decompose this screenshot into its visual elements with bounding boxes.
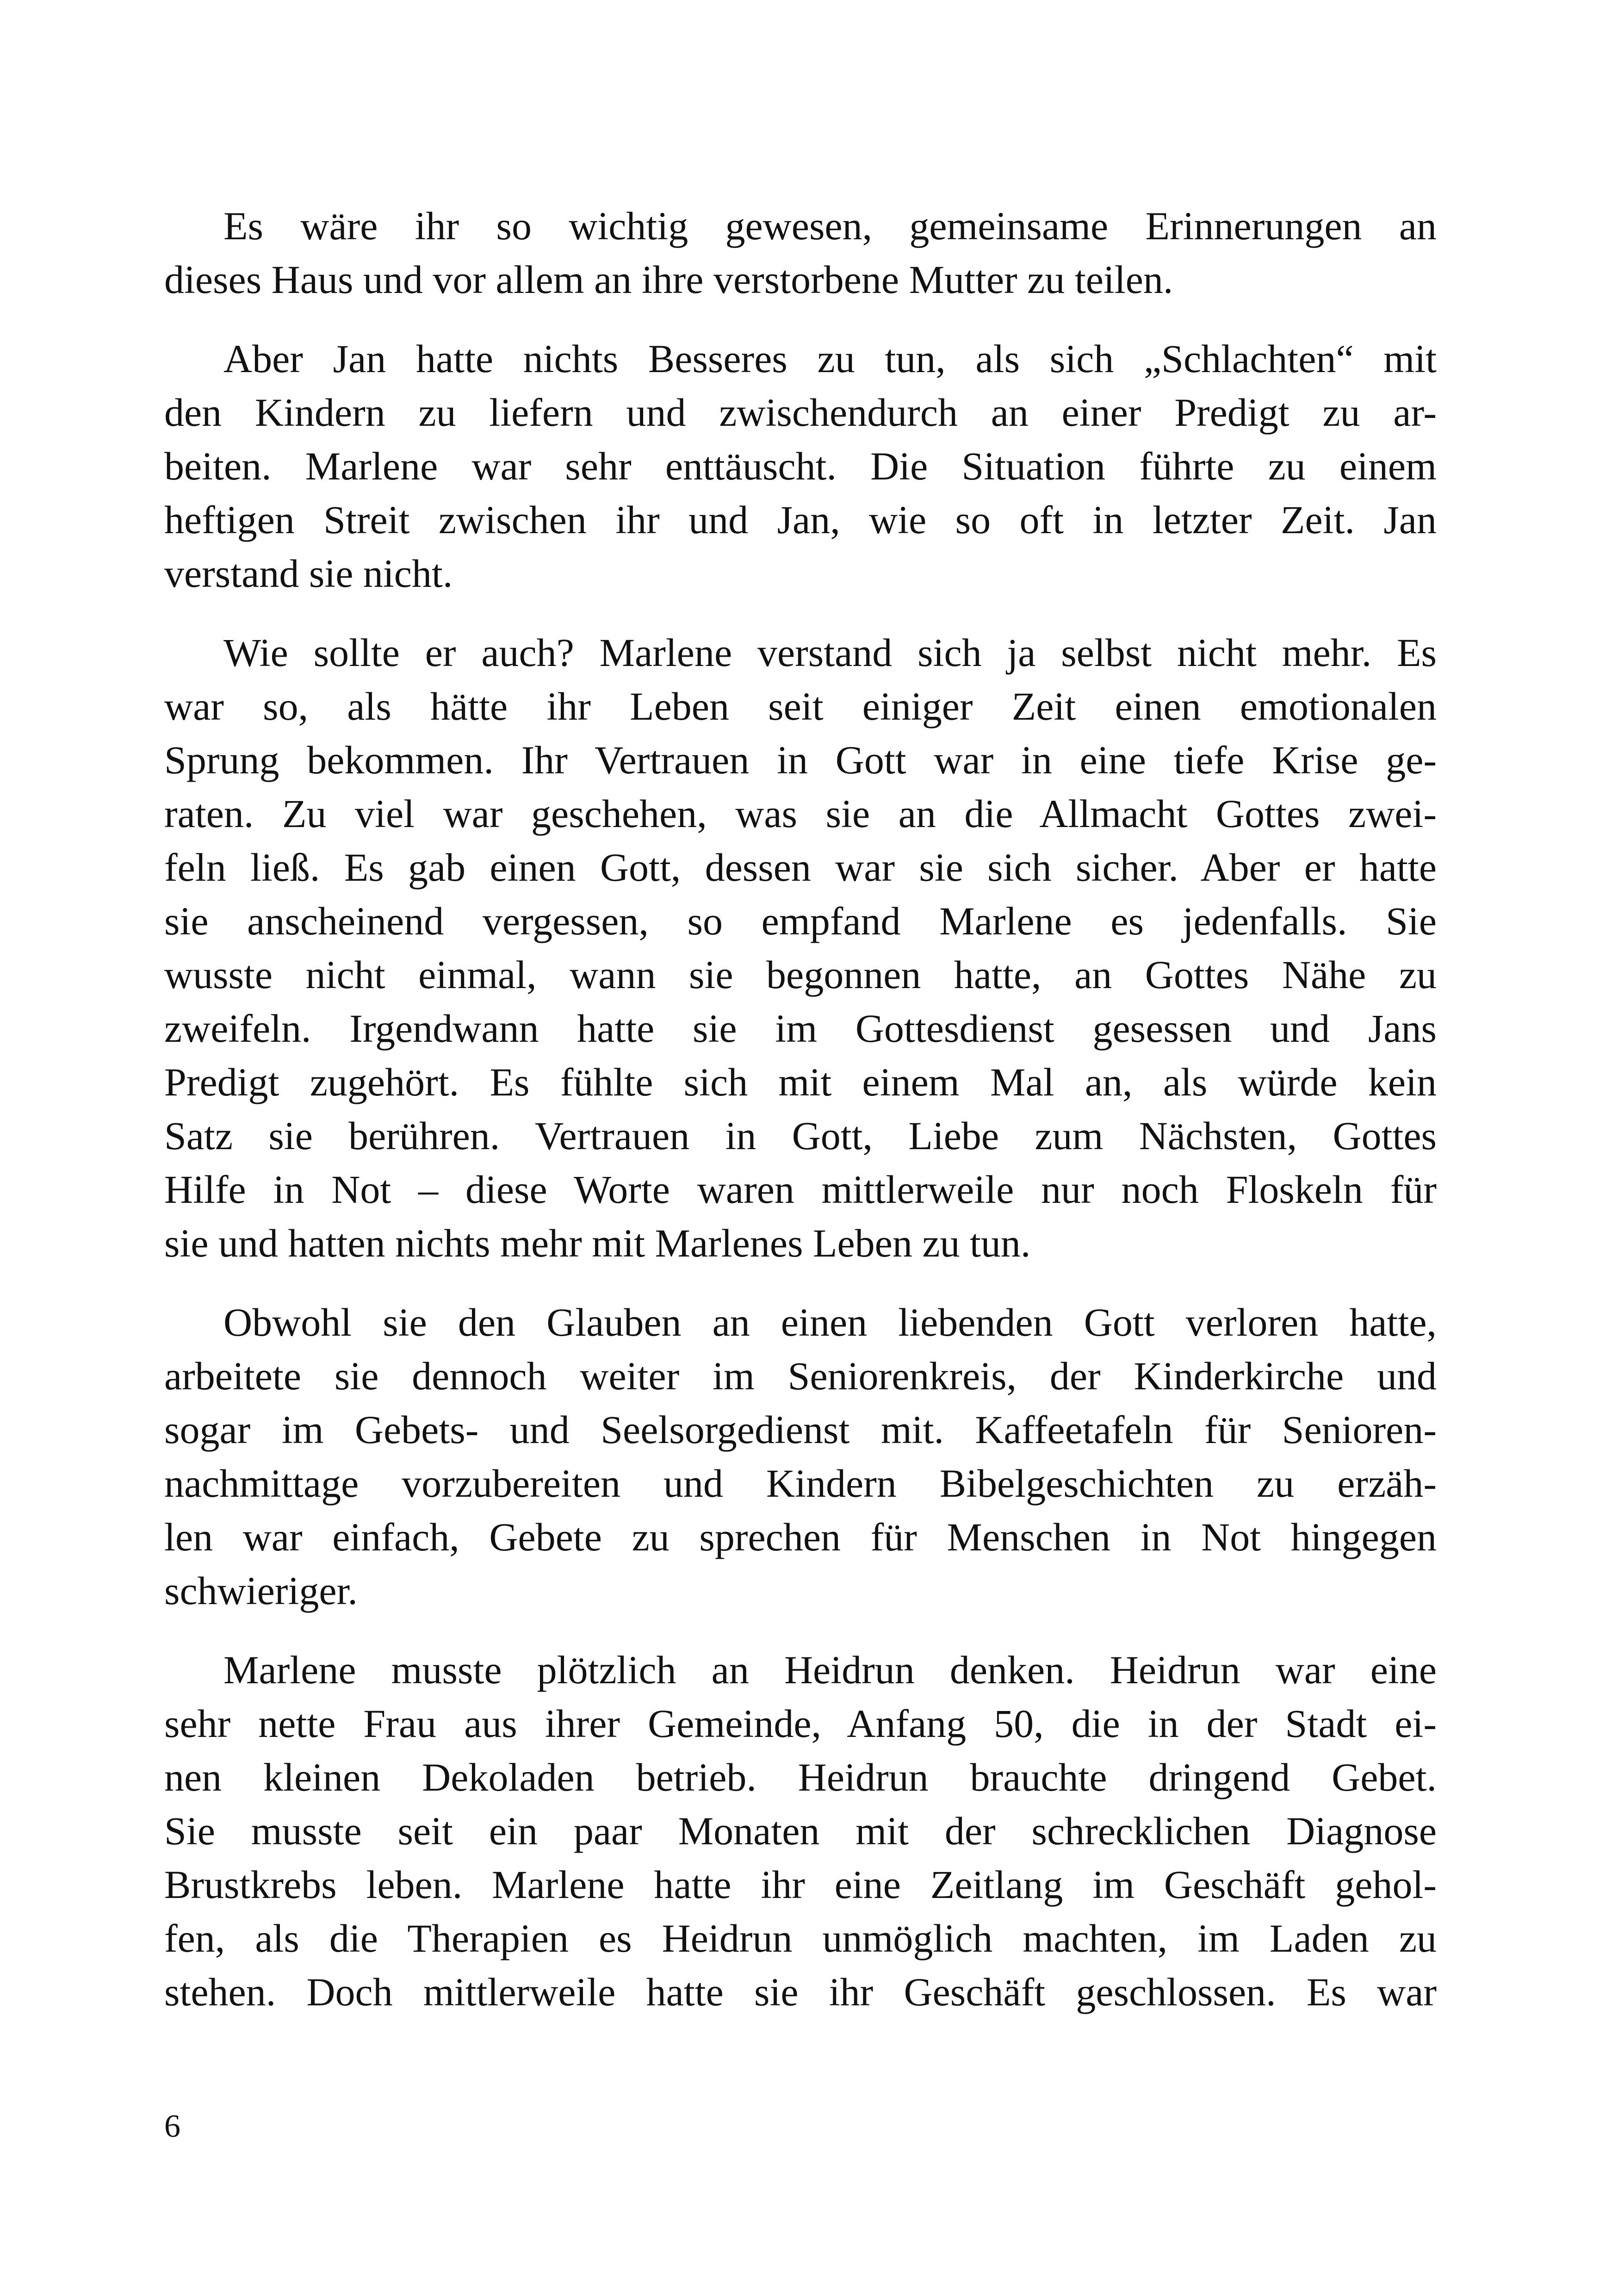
text-line: Brustkrebs leben. Marlene hatte ihr eine Zeitlang im Geschäft gehol- <box>164 1862 1437 1907</box>
page-number: 6 <box>164 2109 180 2144</box>
text-line: feln ließ. Es gab einen Gott, dessen war sie sich sicher. Aber er hatte <box>164 845 1437 890</box>
text-line: Wie sollte er auch? Marlene verstand sich ja selbst nicht mehr. Es <box>223 630 1437 675</box>
paragraph <box>164 332 1437 600</box>
text-line: zweifeln. Irgendwann hatte sie im Gottesdienst gesessen und Jans <box>164 1006 1437 1051</box>
text-line: sehr nette Frau aus ihrer Gemeinde, Anfang 50, die in der Stadt ei- <box>164 1701 1437 1746</box>
text-line: raten. Zu viel war geschehen, was sie an die Allmacht Gottes zwei- <box>164 791 1437 836</box>
text-line: schwieriger. <box>164 1568 358 1613</box>
paragraph <box>164 1643 1437 2019</box>
text-line: Sie musste seit ein paar Monaten mit der schrecklichen Diagnose <box>164 1809 1437 1853</box>
paragraph <box>164 626 1437 1270</box>
text-line: sogar im Gebets- und Seelsorgedienst mit. Kaffeetafeln für Senioren- <box>164 1407 1437 1452</box>
text-line: Es wäre ihr so wichtig gewesen, gemeinsame Erinnerungen an <box>223 204 1437 248</box>
paragraph <box>164 199 1437 306</box>
text-line: beiten. Marlene war sehr enttäuscht. Die Situation führte zu einem <box>164 444 1437 488</box>
text-line: den Kindern zu liefern und zwischendurch an einer Predigt zu ar- <box>164 390 1437 435</box>
text-line: arbeitete sie dennoch weiter im Seniorenkreis, der Kinderkirche und <box>164 1354 1437 1398</box>
text-line: Aber Jan hatte nichts Besseres zu tun, als sich „Schlachten“ mit <box>223 336 1437 381</box>
text-line: nachmittage vorzubereiten und Kindern Bibelgeschichten zu erzäh- <box>164 1461 1437 1506</box>
text-line: len war einfach, Gebete zu sprechen für Menschen in Not hingegen <box>164 1515 1437 1559</box>
text-line: sie und hatten nichts mehr mit Marlenes Leben zu tun. <box>164 1221 1031 1265</box>
text-line: stehen. Doch mittlerweile hatte sie ihr Geschäft geschlossen. Es war <box>164 1970 1437 2014</box>
text-line: Obwohl sie den Glauben an einen liebenden Gott verloren hatte, <box>223 1300 1437 1344</box>
body-text <box>164 199 1437 2044</box>
text-line: verstand sie nicht. <box>164 551 453 596</box>
text-line: wusste nicht einmal, wann sie begonnen hatte, an Gottes Nähe zu <box>164 952 1437 997</box>
text-line: fen, als die Therapien es Heidrun unmöglich machten, im Laden zu <box>164 1916 1437 1960</box>
text-line: dieses Haus und vor allem an ihre verstorbene Mutter zu teilen. <box>164 257 1173 302</box>
text-line: sie anscheinend vergessen, so empfand Marlene es jedenfalls. Sie <box>164 899 1437 943</box>
text-line: Predigt zugehört. Es fühlte sich mit einem Mal an, als würde kein <box>164 1060 1437 1104</box>
text-line: heftigen Streit zwischen ihr und Jan, wie so oft in letzter Zeit. Jan <box>164 498 1437 542</box>
text-line: Hilfe in Not – diese Worte waren mittlerweile nur noch Floskeln für <box>164 1167 1437 1212</box>
text-line: war so, als hätte ihr Leben seit einiger Zeit einen emotionalen <box>164 684 1437 728</box>
paragraph <box>164 1295 1437 1618</box>
text-line: Satz sie berühren. Vertrauen in Gott, Liebe zum Nächsten, Gottes <box>164 1114 1437 1158</box>
text-line: Marlene musste plötzlich an Heidrun denken. Heidrun war eine <box>223 1648 1437 1692</box>
text-line: nen kleinen Dekoladen betrieb. Heidrun brauchte dringend Gebet. <box>164 1755 1437 1799</box>
text-line: Sprung bekommen. Ihr Vertrauen in Gott war in eine tiefe Krise ge- <box>164 738 1437 782</box>
